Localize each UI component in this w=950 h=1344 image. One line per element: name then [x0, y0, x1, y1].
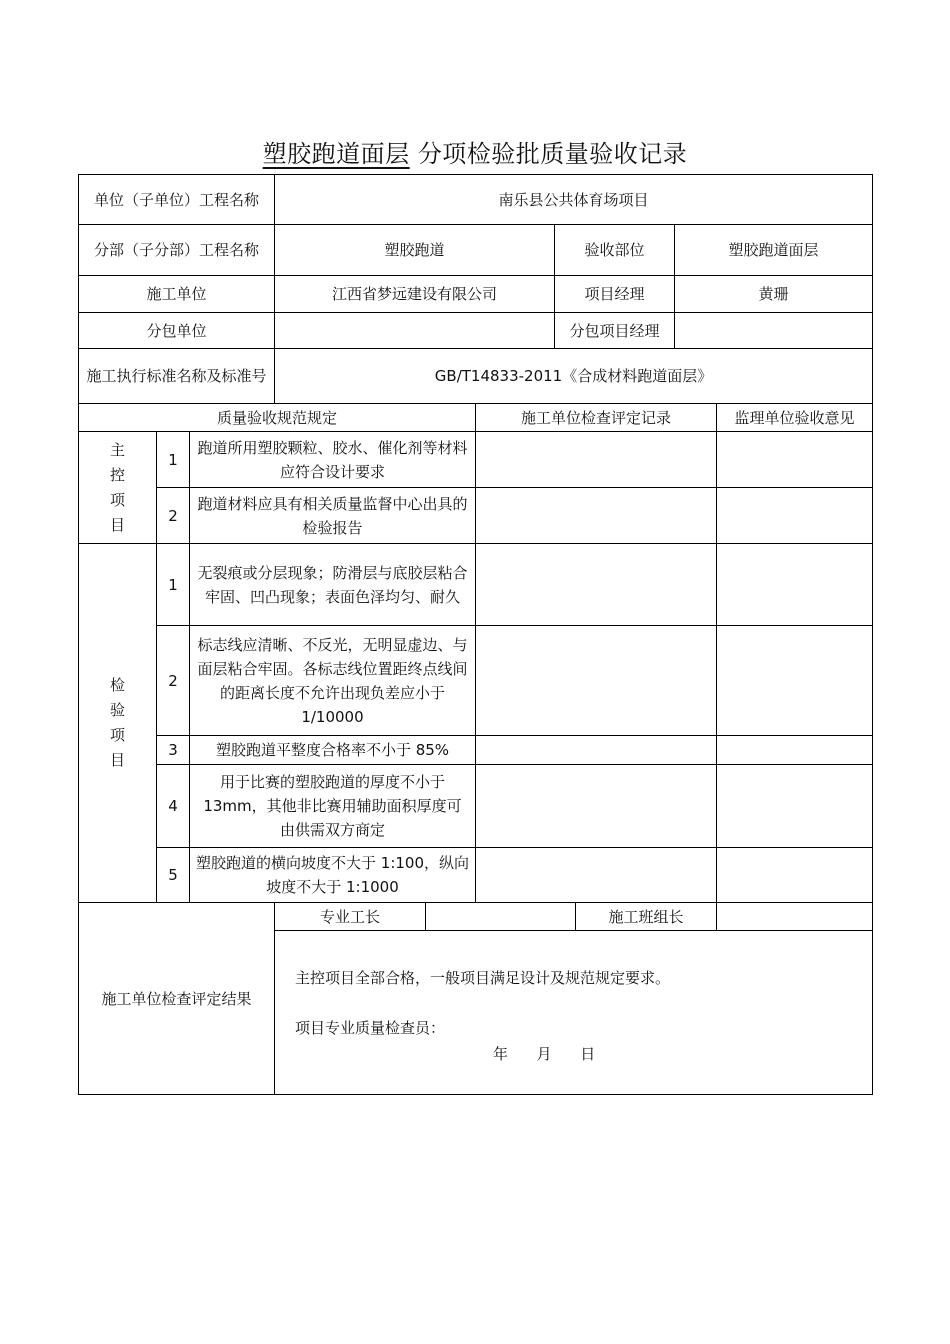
subcontractor-label: 分包单位 [78, 312, 275, 349]
general-item-check [475, 847, 717, 903]
main-item-supervision [716, 487, 873, 544]
team-leader-label: 施工班组长 [575, 902, 717, 931]
main-item-text: 跑道材料应具有相关质量监督中心出具的检验报告 [189, 487, 476, 544]
document-title [0, 134, 950, 169]
contractor-label: 施工单位 [78, 275, 275, 313]
sub-project-manager-label: 分包项目经理 [554, 312, 675, 349]
team-leader-value [716, 902, 873, 931]
general-item-supervision [716, 735, 873, 765]
general-item-check [475, 735, 717, 765]
general-item-text: 标志线应清晰、不反光，无明显虚边、与面层粘合牢固。各标志线位置距终点线间的距离长度不允许出现负差应小于 1/10000 [189, 625, 476, 736]
project-manager-value: 黄珊 [674, 275, 873, 313]
inspector-label: 项目专业质量检查员： [295, 1019, 446, 1037]
general-item-supervision [716, 543, 873, 626]
general-item-text: 无裂痕或分层现象；防滑层与底胶层粘合牢固、凹凸现象；表面色泽均匀、耐久 [189, 543, 476, 626]
foreman-value [425, 902, 576, 931]
subdivision-label: 分部（子分部）工程名称 [78, 224, 275, 276]
main-item-check [475, 487, 717, 544]
main-items-label: 主 控 项 目 [78, 431, 157, 544]
standard-value: GB/T14833-2011《合成材料跑道面层》 [274, 348, 873, 404]
col-check-header: 施工单位检查评定记录 [475, 403, 717, 432]
general-item-check [475, 543, 717, 626]
general-item-supervision [716, 764, 873, 848]
main-item-no: 2 [156, 487, 190, 544]
main-item-supervision [716, 431, 873, 488]
unit-label: 单位（子单位）工程名称 [78, 174, 275, 225]
main-item-no: 1 [156, 431, 190, 488]
general-item-check [475, 764, 717, 848]
general-item-no: 4 [156, 764, 190, 848]
general-items-label: 检 验 项 目 [78, 543, 157, 903]
title-rest: 分项检验批质量验收记录 [417, 140, 688, 168]
col-supervision-header: 监理单位验收意见 [716, 403, 873, 432]
sub-project-manager-value [674, 312, 873, 349]
standard-label: 施工执行标准名称及标准号 [78, 348, 275, 404]
general-item-supervision [716, 625, 873, 736]
foreman-label: 专业工长 [274, 902, 426, 931]
main-item-text: 跑道所用塑胶颗粒、胶水、催化剂等材料应符合设计要求 [189, 431, 476, 488]
general-item-text: 塑胶跑道的横向坡度不大于 1:100，纵向坡度不大于 1:1000 [189, 847, 476, 903]
general-item-no: 1 [156, 543, 190, 626]
general-item-check [475, 625, 717, 736]
general-item-no: 3 [156, 735, 190, 765]
result-text: 主控项目全部合格，一般项目满足设计及规范规定要求。 [295, 969, 671, 987]
unit-value: 南乐县公共体育场项目 [274, 174, 873, 225]
contractor-value: 江西省梦远建设有限公司 [274, 275, 555, 313]
subdivision-value: 塑胶跑道 [274, 224, 555, 276]
general-item-no: 5 [156, 847, 190, 903]
col-spec-header: 质量验收规范规定 [78, 403, 476, 432]
subcontractor-value [274, 312, 555, 349]
inspection-part-label: 验收部位 [554, 224, 675, 276]
project-manager-label: 项目经理 [554, 275, 675, 313]
general-item-no: 2 [156, 625, 190, 736]
general-item-text: 用于比赛的塑胶跑道的厚度不小于 13mm，其他非比赛用辅助面积厚度可由供需双方商定 [189, 764, 476, 848]
title-underlined: 塑胶跑道面层 [262, 140, 410, 168]
main-item-check [475, 431, 717, 488]
date-text: 年 月 日 [493, 1045, 596, 1063]
result-content [274, 930, 873, 1095]
result-label: 施工单位检查评定结果 [78, 902, 275, 1095]
general-item-text: 塑胶跑道平整度合格率不小于 85% [189, 735, 476, 765]
inspection-part-value: 塑胶跑道面层 [674, 224, 873, 276]
general-item-supervision [716, 847, 873, 903]
